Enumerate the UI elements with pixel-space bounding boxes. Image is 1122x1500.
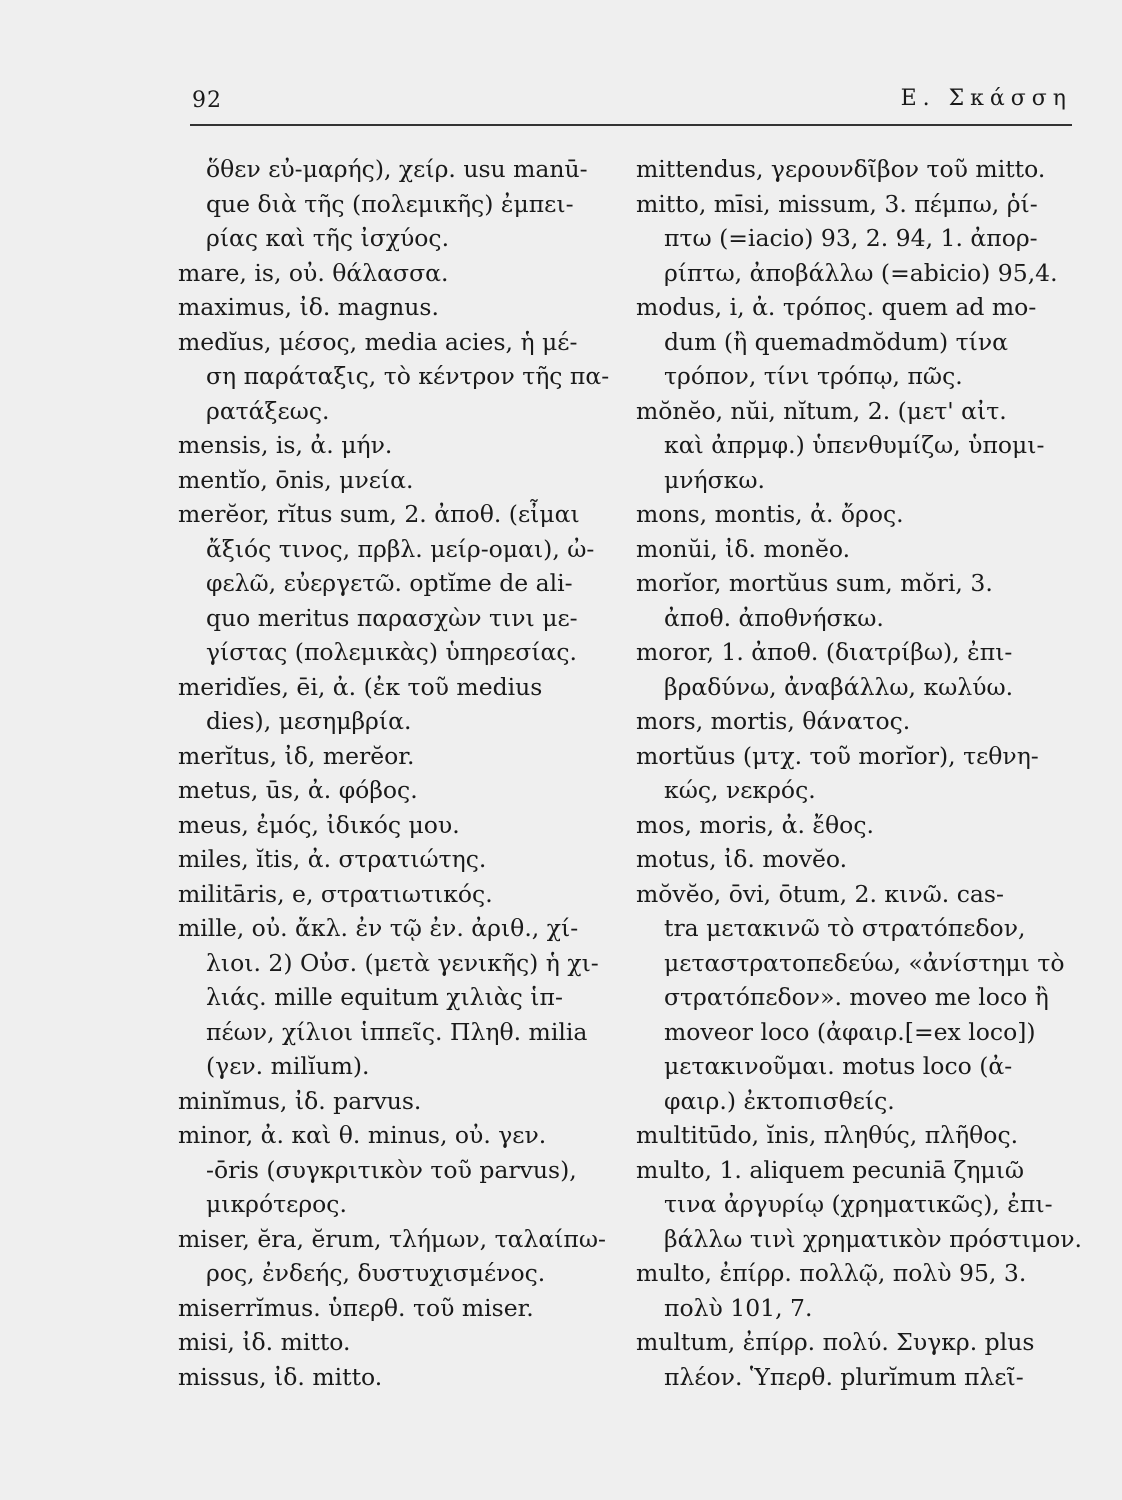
dictionary-entry bbox=[178, 1360, 626, 1395]
dictionary-entry bbox=[636, 877, 1076, 1119]
entry-line: ὅθεν εὐ-μαρής), χείρ. usu manū- bbox=[206, 155, 588, 183]
entry-line: ση παράταξις, τὸ κέντρον τῆς πα- bbox=[206, 362, 610, 390]
dictionary-entry bbox=[178, 325, 626, 429]
entry-line: dum (ἢ quemadmŏdum) τίνα bbox=[664, 327, 1008, 356]
dictionary-entry bbox=[178, 808, 626, 843]
entry-line: mentĭo, ōnis, μνεία. bbox=[178, 465, 414, 494]
dictionary-entry bbox=[636, 532, 1076, 567]
page-number: 92 bbox=[192, 88, 222, 113]
dictionary-entry bbox=[178, 290, 626, 325]
dictionary-entry bbox=[636, 152, 1076, 187]
entry-line: καὶ ἀπρμφ.) ὑπενθυμίζω, ὑπομι- bbox=[664, 431, 1045, 459]
dictionary-entry bbox=[636, 566, 1076, 635]
dictionary-entry bbox=[178, 497, 626, 670]
entry-line: ρατάξεως. bbox=[206, 396, 330, 425]
dictionary-entry bbox=[178, 773, 626, 808]
entry-line: minor, ἀ. καὶ θ. minus, οὐ. γεν. bbox=[178, 1121, 547, 1149]
entry-line: mons, montis, ἀ. ὄρος. bbox=[636, 500, 904, 528]
entry-line: βάλλω τινὶ χρηματικὸν πρόστιμον. bbox=[664, 1224, 1082, 1253]
dictionary-entry bbox=[178, 842, 626, 877]
entry-line: μνήσκω. bbox=[664, 465, 765, 494]
entry-line: metus, ūs, ἀ. φόβος. bbox=[178, 776, 418, 804]
dictionary-entry bbox=[636, 842, 1076, 877]
entry-line: que διὰ τῆς (πολεμικῆς) ἐμπει- bbox=[206, 189, 574, 218]
entry-line: multum, ἐπίρρ. πολύ. Συγκρ. plus bbox=[636, 1328, 1035, 1356]
entry-line: morĭor, mortŭus sum, mŏri, 3. bbox=[636, 569, 993, 597]
entry-line: motus, ἰδ. movĕo. bbox=[636, 845, 848, 873]
dictionary-entry bbox=[636, 635, 1076, 704]
entry-line: missus, ἰδ. mitto. bbox=[178, 1362, 383, 1391]
entry-line: meridĭes, ēi, ἀ. (ἐκ τοῦ medius bbox=[178, 672, 543, 701]
entry-line: misi, ἰδ. mitto. bbox=[178, 1328, 351, 1356]
entry-line: πέων, χίλιοι ἱππεῖς. Πληθ. milia bbox=[206, 1017, 588, 1046]
dictionary-entry bbox=[178, 1118, 626, 1222]
entry-line: μικρότερος. bbox=[206, 1190, 347, 1218]
entry-line: πτω (=iacio) 93, 2. 94, 1. ἀπορ- bbox=[664, 224, 1038, 252]
dictionary-entry bbox=[178, 1291, 626, 1326]
dictionary-entry bbox=[636, 1153, 1082, 1257]
dictionary-entry bbox=[636, 187, 1076, 291]
entry-line: mŏnĕo, nŭi, nĭtum, 2. (μετ' αἰτ. bbox=[636, 396, 1007, 425]
entry-line: monŭi, ἰδ. monĕo. bbox=[636, 534, 851, 563]
entry-line: medĭus, μέσος, media acies, ἡ μέ- bbox=[178, 327, 578, 356]
dictionary-entry bbox=[636, 290, 1076, 394]
entry-line: quo meritus παρασχὼν τινι με- bbox=[206, 603, 578, 632]
entry-line: ἄξιός τινος, πρβλ. μείρ-ομαι), ὠ- bbox=[206, 534, 595, 563]
entry-line: meus, ἐμός, ἰδικός μου. bbox=[178, 810, 460, 839]
entry-line: multo, 1. aliquem pecuniā ζημιῶ bbox=[636, 1155, 1025, 1184]
running-head: Ε. Σκάσση bbox=[900, 86, 1072, 111]
entry-line: ρίπτω, ἀποβάλλω (=abicio) 95,4. bbox=[664, 258, 1058, 287]
entry-line: mortŭus (μτχ. τοῦ morĭor), τεθνη- bbox=[636, 741, 1039, 770]
dictionary-entry bbox=[178, 428, 626, 463]
dictionary-entry bbox=[178, 256, 626, 291]
entry-line: mŏvĕo, ōvi, ōtum, 2. κινῶ. cas- bbox=[636, 879, 1004, 908]
entry-line: miserrĭmus. ὑπερθ. τοῦ miser. bbox=[178, 1293, 534, 1322]
entry-line: πολὺ 101, 7. bbox=[664, 1293, 813, 1322]
dictionary-entry bbox=[178, 1325, 626, 1360]
entry-line: merĭtus, ἰδ, merĕor. bbox=[178, 741, 415, 770]
entry-line: tra μετακινῶ τὸ στρατόπεδον, bbox=[664, 914, 1026, 942]
entry-line: militāris, e, στρατιωτικός. bbox=[178, 879, 493, 908]
entry-line: ἀποθ. ἀποθνήσκω. bbox=[664, 603, 884, 632]
entry-line: τινα ἀργυρίῳ (χρηματικῶς), ἐπι- bbox=[664, 1190, 1053, 1218]
entry-line: τρόπον, τίνι τρόπῳ, πῶς. bbox=[664, 362, 963, 390]
entry-line: dies), μεσημβρία. bbox=[206, 707, 412, 735]
entry-line: miser, ĕra, ĕrum, τλήμων, ταλαίπω- bbox=[178, 1224, 606, 1253]
dictionary-entry bbox=[636, 704, 1076, 739]
entry-line: φελῶ, εὐεργετῶ. optĭme de ali- bbox=[206, 569, 573, 597]
entry-line: moror, 1. ἀποθ. (διατρίβω), ἐπι- bbox=[636, 638, 1013, 666]
entry-line: minĭmus, ἰδ. parvus. bbox=[178, 1086, 422, 1115]
entry-line: μετακινοῦμαι. motus loco (ἀ- bbox=[664, 1052, 1013, 1080]
right-column bbox=[636, 152, 1082, 1394]
entry-line: στρατόπεδον». moveo me loco ἢ bbox=[664, 983, 1049, 1011]
dictionary-entry bbox=[636, 808, 1076, 843]
entry-line: λιοι. 2) Οὐσ. (μετὰ γενικῆς) ἡ χι- bbox=[206, 948, 599, 977]
left-column bbox=[178, 152, 626, 1394]
entry-line: γίστας (πολεμικὰς) ὑπηρεσίας. bbox=[206, 638, 578, 666]
dictionary-entry bbox=[636, 1325, 1076, 1394]
entry-line: φαιρ.) ἐκτοπισθείς. bbox=[664, 1086, 895, 1115]
dictionary-entry bbox=[636, 739, 1076, 808]
dictionary-entry bbox=[178, 877, 626, 912]
entry-line: multitūdo, ĭnis, πληθύς, πλῆθος. bbox=[636, 1121, 1019, 1149]
entry-line: mille, οὐ. ἄκλ. ἐν τῷ ἐν. ἀριθ., χί- bbox=[178, 914, 579, 942]
entry-line: βραδύνω, ἀναβάλλω, κωλύω. bbox=[664, 672, 1014, 701]
entry-line: modus, i, ἀ. τρόπος. quem ad mo- bbox=[636, 293, 1037, 321]
entry-line: ρος, ἐνδεής, δυστυχισμένος. bbox=[206, 1259, 546, 1287]
dictionary-entry bbox=[178, 152, 626, 256]
entry-line: λιάς. mille equitum χιλιὰς ἱπ- bbox=[206, 983, 563, 1011]
entry-line: miles, ĭtis, ἀ. στρατιώτης. bbox=[178, 845, 487, 873]
entry-line: multo, ἐπίρρ. πολλῷ, πολὺ 95, 3. bbox=[636, 1259, 1027, 1287]
dictionary-entry bbox=[178, 463, 626, 498]
entry-line: μεταστρατοπεδεύω, «ἀνίστημι τὸ bbox=[664, 948, 1065, 977]
entry-line: πλέον. Ὑπερθ. plurĭmum πλεῖ- bbox=[664, 1362, 1024, 1391]
dictionary-entry bbox=[636, 394, 1076, 498]
entry-line: mare, is, οὐ. θάλασσα. bbox=[178, 258, 449, 287]
entry-line: (γεν. milĭum). bbox=[206, 1052, 370, 1080]
entry-line: mors, mortis, θάνατος. bbox=[636, 707, 911, 735]
header-rule bbox=[190, 124, 1072, 126]
entry-line: moveor loco (ἀφαιρ.[=ex loco]) bbox=[664, 1017, 1036, 1046]
dictionary-entry bbox=[178, 670, 626, 739]
dictionary-entry bbox=[178, 1084, 626, 1119]
dictionary-entry bbox=[636, 1256, 1076, 1325]
entry-line: ρίας καὶ τῆς ἰσχύος. bbox=[206, 224, 450, 252]
entry-line: maximus, ἰδ. magnus. bbox=[178, 293, 439, 321]
dictionary-entry bbox=[178, 1222, 626, 1291]
entry-line: merĕor, rĭtus sum, 2. ἀποθ. (εἶμαι bbox=[178, 500, 580, 528]
dictionary-entry bbox=[178, 911, 626, 1084]
entry-line: mittendus, γερουνδῖβον τοῦ mitto. bbox=[636, 155, 1046, 183]
entry-line: mensis, is, ἀ. μήν. bbox=[178, 431, 393, 459]
entry-line: mos, moris, ἀ. ἔθος. bbox=[636, 810, 874, 839]
entry-line: mitto, mīsi, missum, 3. πέμπω, ῥί- bbox=[636, 189, 1038, 218]
dictionary-entry bbox=[636, 1118, 1076, 1153]
dictionary-entry bbox=[636, 497, 1076, 532]
entry-line: κώς, νεκρός. bbox=[664, 776, 816, 804]
dictionary-entry bbox=[178, 739, 626, 774]
entry-line: -ōris (συγκριτικὸν τοῦ parvus), bbox=[206, 1155, 577, 1184]
